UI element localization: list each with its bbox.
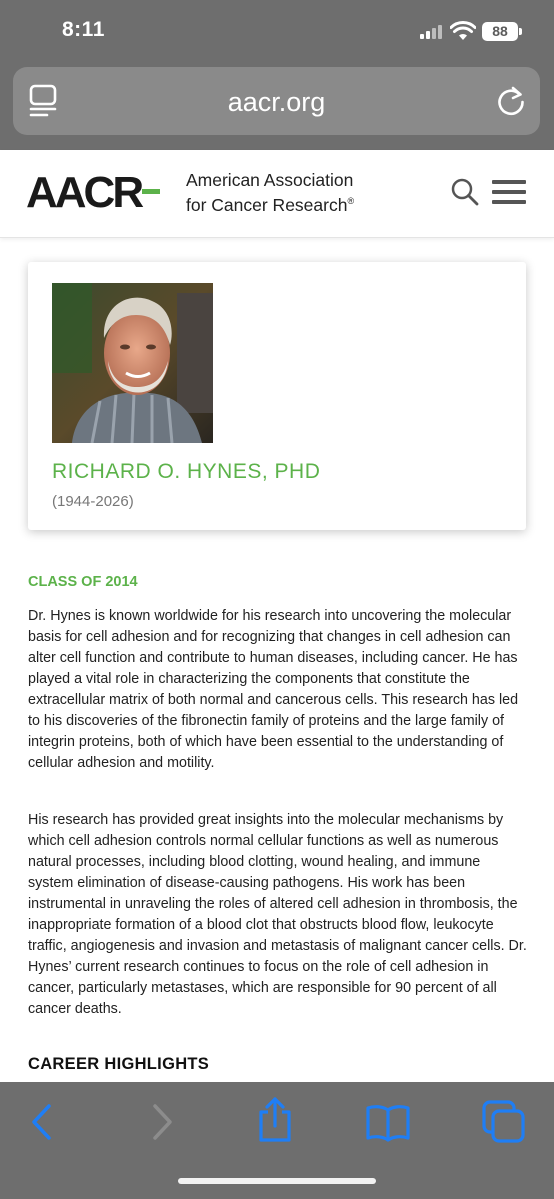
profile-card <box>28 262 526 530</box>
battery-indicator: 88 <box>482 22 518 41</box>
logo-line-2: for Cancer Research® <box>186 194 355 215</box>
home-indicator[interactable] <box>178 1178 376 1184</box>
bio-paragraph-2: His research has provided great insights into the molecular mechanisms by which cell adhesion controls normal cellular functions as well as numerous natural processes, including blood clotting, wound healing, and immune system elimination of disease-causing pathogens. His work has been instrumental in unraveling the roles of altered cell adhesion in thrombosis, the inappropriate formation of a blood clot that obstructs blood flow, leukocyte traffic, angiogenesis and invasion and metastasis of malignant cancer cells. Dr. Hynes’ current research continues to focus on the role of cell adhesion in cancer, particularly metastases, which are responsible for 90 percent of all cancer deaths. <box>28 812 527 1017</box>
hamburger-menu-icon[interactable] <box>492 180 526 204</box>
address-bar[interactable] <box>13 67 540 135</box>
cellular-signal-icon <box>420 25 444 39</box>
wifi-icon <box>450 21 476 41</box>
class-label: CLASS OF 2014 <box>28 574 138 590</box>
forward-icon[interactable] <box>140 1100 184 1144</box>
browser-top-bar <box>0 62 554 150</box>
back-icon[interactable] <box>20 1100 64 1144</box>
aacr-logo[interactable] <box>26 170 176 212</box>
logo-line-1: American Association <box>186 170 354 190</box>
profile-name: RICHARD O. HYNES, PHD <box>52 460 321 483</box>
status-bar <box>0 0 554 62</box>
logo-wordmark[interactable] <box>186 170 354 216</box>
portrait-photo <box>52 283 213 443</box>
svg-text:AACR: AACR <box>26 170 142 212</box>
bio-paragraph-1: Dr. Hynes is known worldwide for his research into uncovering the molecular basis for cell adhesion and for recognizing that changes in cell adhesion can alter cell function and contribute to human diseases, including cancer. He has played a vital role in characterizing the components that constitute the extracellular matrix of both normal and cancerous cells. This research has led to his discoveries of the fibronectin family of proteins and the large family of integrin proteins, both of which have been essential to the understanding of cellular adhesion and motility. <box>28 608 519 771</box>
reload-icon[interactable] <box>495 85 527 117</box>
battery-tip <box>519 28 522 35</box>
share-icon[interactable] <box>253 1096 297 1144</box>
profile-years: (1944-2026) <box>52 493 134 510</box>
bookmarks-icon[interactable] <box>366 1100 410 1144</box>
site-header <box>0 150 554 238</box>
search-icon[interactable] <box>451 178 479 206</box>
career-highlights-heading: CAREER HIGHLIGHTS <box>28 1055 210 1073</box>
tabs-icon[interactable] <box>482 1100 526 1144</box>
url-text[interactable]: aacr.org <box>227 87 326 117</box>
status-time: 8:11 <box>62 18 105 41</box>
